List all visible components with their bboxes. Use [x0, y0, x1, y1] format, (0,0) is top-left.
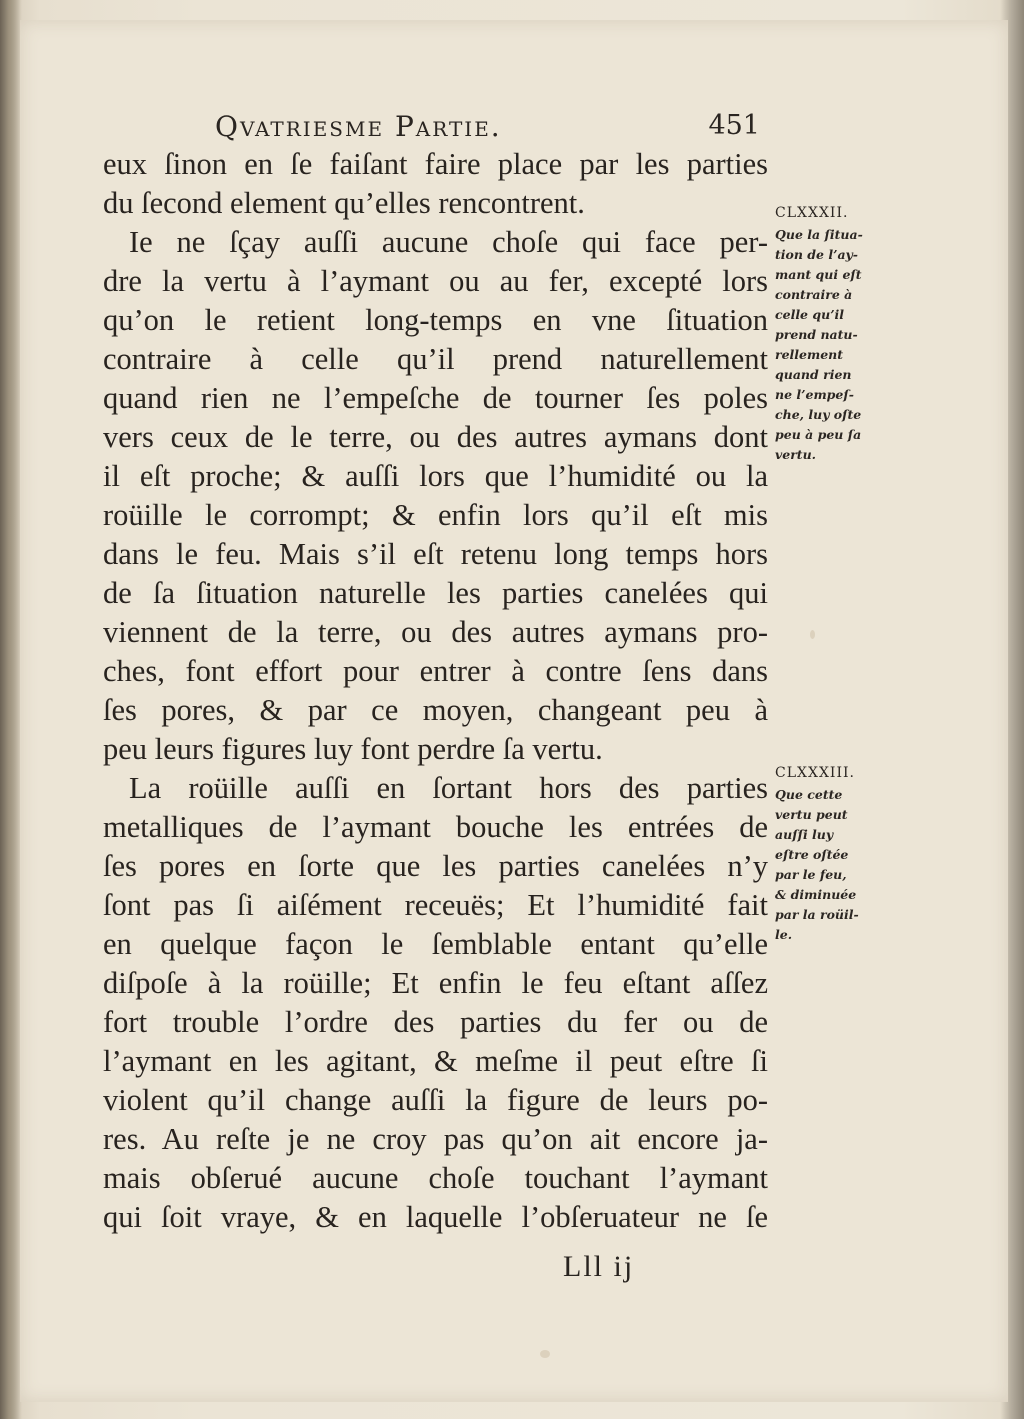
text-line: ſes pores en ſorte que les parties canelées n’y — [103, 849, 768, 883]
text-line: metalliques de l’aymant bouche les entrées de — [103, 810, 768, 844]
text-line: diſpoſe à la roüille; Et enfin le feu eſtant aſſez — [103, 966, 768, 1000]
margin-note-line: quand rien — [775, 367, 852, 382]
margin-note-line: vertu peut — [775, 807, 848, 822]
margin-note-line: le. — [775, 927, 793, 942]
margin-note — [775, 205, 895, 465]
text-line: qui ſoit vraye, & en laquelle l’obſeruateur ne ſe — [103, 1200, 768, 1234]
text-line: dre la vertu à l’aymant ou au fer, excepté lors — [103, 264, 768, 298]
main-text-block — [103, 145, 768, 1237]
margin-note-line: vertu. — [775, 447, 817, 462]
margin-note-line: rellement — [775, 347, 844, 362]
margin-note-line: che, luy oſte — [775, 407, 862, 422]
margin-note-line: & diminuée — [775, 887, 857, 902]
text-line: Ie ne ſçay auſſi aucune choſe qui face per- — [129, 225, 768, 259]
margin-note-line: celle qu’il — [775, 307, 845, 322]
text-line: viennent de la terre, ou des autres aymans pro- — [103, 615, 768, 649]
text-line: du ſecond element qu’elles rencontrent. — [103, 186, 585, 220]
text-line: res. Au reſte je ne croy pas qu’on ait encore ja- — [103, 1122, 768, 1156]
text-line: ches, font effort pour entrer à contre ſens dans — [103, 654, 768, 688]
margin-note-number: CLXXXII. — [775, 205, 849, 221]
page-number: 451 — [708, 110, 760, 141]
text-line: qu’on le retient long-temps en vne ſituation — [103, 303, 768, 337]
text-line: ſes pores, & par ce moyen, changeant peu à — [103, 693, 768, 727]
margin-note-line: Que la ſitua- — [775, 227, 863, 242]
signature-mark: Lll ij — [563, 1250, 635, 1283]
text-line: quand rien ne l’empeſche de tourner ſes poles — [103, 381, 768, 415]
running-head — [100, 100, 770, 150]
paper-stain — [810, 630, 815, 639]
margin-note — [775, 765, 895, 945]
text-line: contraire à celle qu’il prend naturellement — [103, 342, 768, 376]
margin-note-line: Que cette — [775, 787, 843, 802]
margin-note-line: peu à peu ſa — [775, 427, 862, 442]
text-line: vers ceux de le terre, ou des autres aymans dont — [103, 420, 768, 454]
text-line: fort trouble l’ordre des parties du fer ou de — [103, 1005, 768, 1039]
text-line: La roüille auſſi en ſortant hors des parties — [129, 771, 768, 805]
text-line: en quelque façon le ſemblable entant qu’elle — [103, 927, 768, 961]
text-line: il eſt proche; & auſſi lors que l’humidité ou la — [103, 459, 768, 493]
margin-note-line: par le feu, — [775, 867, 847, 882]
running-title: Qvatriesme Partie. — [215, 110, 502, 143]
margin-note-line: mant qui eſt — [775, 267, 862, 282]
margin-note-line: auſſi luy — [775, 827, 834, 842]
margin-note-number: CLXXXIII. — [775, 765, 855, 781]
text-line: mais obſerué aucune choſe touchant l’aymant — [103, 1161, 768, 1195]
binding-shadow — [0, 0, 22, 1419]
text-line: roüille le corrompt; & enfin lors qu’il eſt mis — [103, 498, 768, 532]
margin-note-line: contraire à — [775, 287, 853, 302]
margin-note-line: par la roüil- — [775, 907, 859, 922]
margin-note-line: eſtre oſtée — [775, 847, 849, 862]
text-line: eux ſinon en ſe faiſant faire place par les parties — [103, 147, 768, 181]
paper-stain — [540, 1350, 550, 1358]
margin-note-line: ne l’empeſ- — [775, 387, 854, 402]
text-line: peu leurs figures luy font perdre ſa vertu. — [103, 732, 603, 766]
text-line: de ſa ſituation naturelle les parties canelées qui — [103, 576, 768, 610]
text-line: ſont pas ſi aiſément receuës; Et l’humidité fait — [103, 888, 768, 922]
margin-note-line: tion de l’ay- — [775, 247, 858, 262]
margin-note-line: prend natu- — [775, 327, 858, 342]
text-line: violent qu’il change auſſi la figure de leurs po- — [103, 1083, 768, 1117]
text-line: l’aymant en les agitant, & meſme il peut eſtre ſi — [103, 1044, 768, 1078]
text-line: dans le feu. Mais s’il eſt retenu long temps hors — [103, 537, 768, 571]
